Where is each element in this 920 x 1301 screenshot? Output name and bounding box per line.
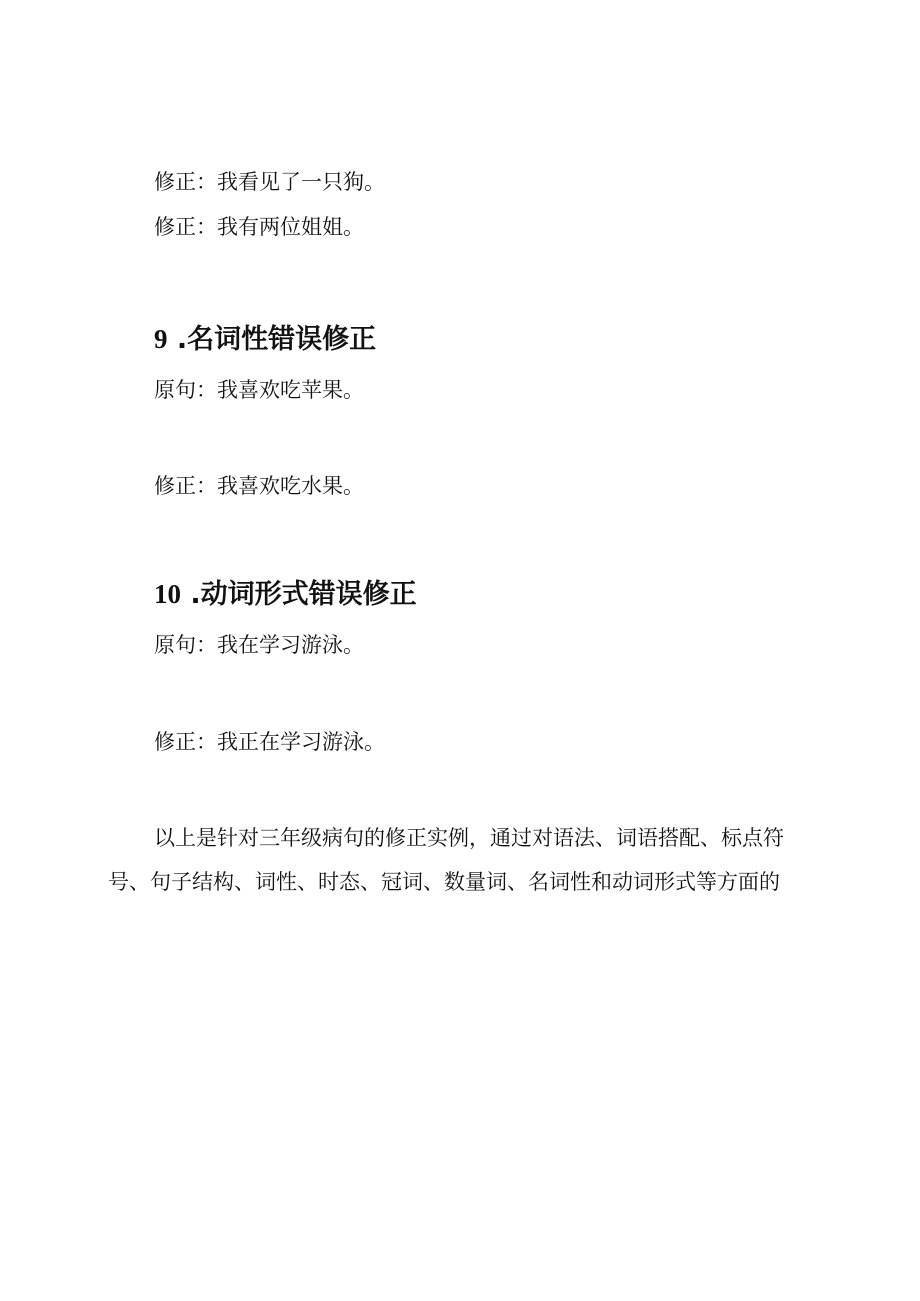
fix-line-dog: 修正：我看见了一只狗。 — [154, 170, 385, 194]
section-9-original: 原句：我喜欢吃苹果。 — [154, 378, 364, 402]
section-9-title: .名词性错误修正 — [176, 324, 377, 355]
fix-line-sisters: 修正：我有两位姐姐。 — [154, 215, 364, 239]
section-10-number: 10 — [154, 579, 181, 609]
section-10-heading — [154, 577, 417, 612]
section-9-heading — [154, 322, 376, 357]
section-10-fix: 修正：我正在学习游泳。 — [154, 730, 385, 754]
section-9-fix: 修正：我喜欢吃水果。 — [154, 474, 364, 498]
section-9-number: 9 — [154, 324, 168, 354]
section-10-title: .动词形式错误修正 — [190, 579, 417, 610]
section-10-original: 原句：我在学习游泳。 — [154, 633, 364, 657]
conclusion-paragraph: 以上是针对三年级病句的修正实例，通过对语法、词语搭配、标点符号、句子结构、词性、时态、冠词、数量词、名词性和动词形式等方面的 — [108, 826, 784, 894]
